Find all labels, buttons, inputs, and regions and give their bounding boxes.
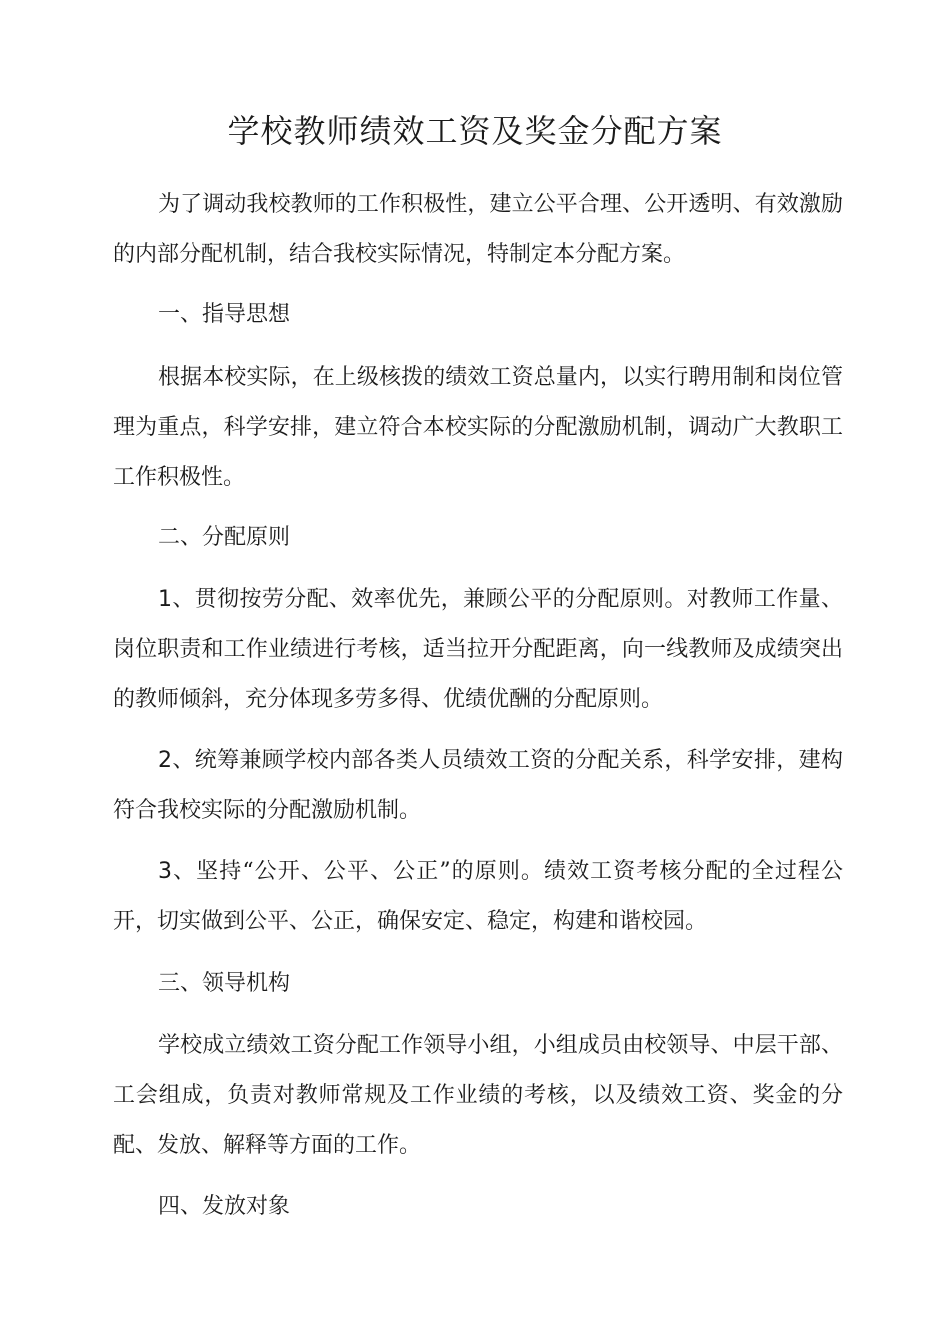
section-heading-recipients: 四、发放对象: [158, 1194, 291, 1219]
principle-item-number: 3: [158, 859, 172, 884]
section-heading-leadership: 三、领导机构: [158, 971, 291, 996]
principle-item-text: 、贯彻按劳分配、效率优先，兼顾公平的分配原则。对教师工作量、岗位职责和工作业绩进行考核，适当拉开分配距离，向一线教师及成绩突出的教师倾斜，充分体现多劳多得、优绩优酬的分配原则。: [113, 587, 843, 712]
principle-item-number: 2: [158, 748, 172, 773]
guiding-ideology-paragraph: 根据本校实际，在上级核拨的绩效工资总量内，以实行聘用制和岗位管理为重点，科学安排，建立符合本校实际的分配激励机制，调动广大教职工工作积极性。: [113, 365, 843, 490]
leadership-paragraph: 学校成立绩效工资分配工作领导小组，小组成员由校领导、中层干部、工会组成，负责对教师常规及工作业绩的考核，以及绩效工资、奖金的分配、发放、解释等方面的工作。: [113, 1033, 843, 1158]
principle-item-1: [113, 575, 843, 725]
intro-paragraph: 为了调动我校教师的工作积极性，建立公平合理、公开透明、有效激励的内部分配机制，结合我校实际情况，特制定本分配方案。: [113, 192, 843, 267]
principle-item-3: [113, 847, 843, 947]
document-title: 学校教师绩效工资及奖金分配方案: [227, 112, 723, 150]
principle-item-text: 、坚持“公开、公平、公正”的原则。绩效工资考核分配的全过程公开，切实做到公平、公正，确保安定、稳定，构建和谐校园。: [113, 859, 843, 934]
principle-item-number: 1: [158, 587, 172, 612]
section-heading-distribution-principles: 二、分配原则: [158, 525, 291, 550]
section-heading-guiding-ideology: 一、指导思想: [158, 302, 291, 327]
principle-item-text: 、统筹兼顾学校内部各类人员绩效工资的分配关系，科学安排，建构符合我校实际的分配激励机制。: [113, 748, 843, 823]
principle-item-2: [113, 736, 843, 836]
